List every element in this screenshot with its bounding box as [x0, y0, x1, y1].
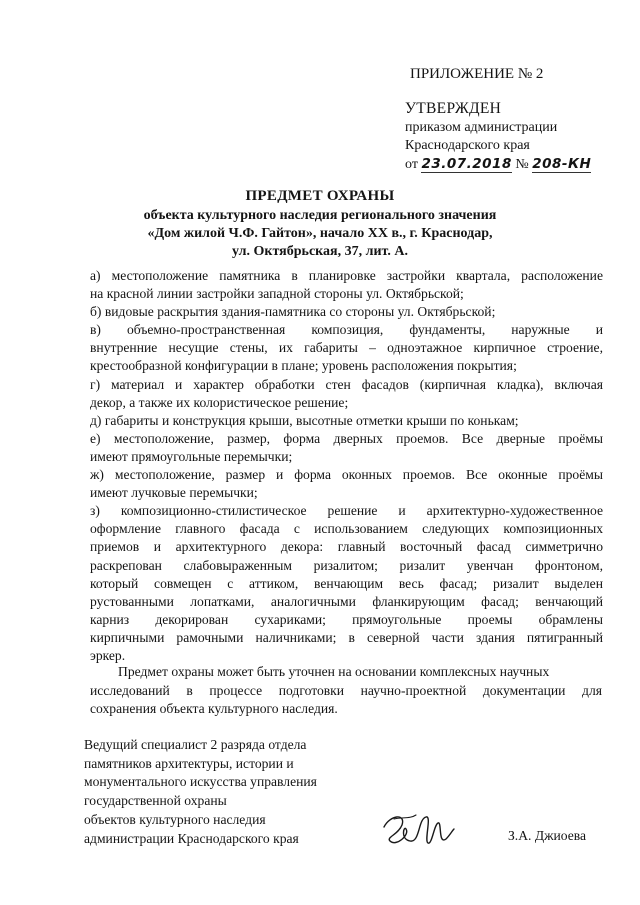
list-line: з) композиционно-стилистическое решение и архитектурно-художественное	[90, 503, 603, 519]
order-line-2: Краснодарского края	[405, 138, 530, 153]
signatory-line: памятников архитектуры, истории и	[84, 755, 294, 771]
list-line: а) местоположение памятника в планировке застройки квартала, расположение	[90, 268, 603, 283]
list-line: оформление главного фасада с использованием следующих композиционных	[90, 521, 603, 537]
signatory-block	[84, 736, 317, 848]
list-line: декор, а также их колористическое решение;	[90, 394, 349, 410]
signatory-line: объектов культурного наследия	[84, 811, 266, 827]
list-line: раскрепован слабовыраженным ризалитом; ризалит увенчан фронтоном,	[90, 557, 603, 573]
list-line: имеют лучковые перемычки;	[90, 485, 258, 501]
signatory-line: Ведущий специалист 2 разряда отдела	[84, 737, 307, 752]
document-title: ПРЕДМЕТ ОХРАНЫ	[245, 188, 395, 204]
signatory-line: государственной охраны	[84, 793, 227, 809]
order-from-label: от	[405, 157, 418, 172]
list-line: который совмещен с аттиком, венчающим весь фасад; ризалит выделен	[90, 575, 603, 591]
closing-paragraph	[90, 663, 602, 719]
list-line: д) габариты и конструкция крыши, высотные отметки крыши по конькам;	[90, 412, 519, 428]
order-number: 208-КН	[532, 156, 592, 172]
list-line: приемов и архитектурного декора: главный восточный фасад симметрично	[90, 539, 603, 555]
list-line: ж) местоположение, размер и форма оконных проемов. Все оконные проёмы	[90, 467, 603, 483]
signatory-name: З.А. Джиоева	[508, 828, 587, 843]
list-line: крестообразной конфигурации в плане; уровень расположения покрытия;	[90, 358, 517, 374]
list-line: в) объемно-пространственная композиция, фундаменты, наружные и	[90, 322, 603, 338]
list-line: е) местоположение, размер, форма дверных проемов. Все дверные проёмы	[90, 430, 603, 446]
list-line: внутренние несущие стены, их габариты – одноэтажное кирпичное строение,	[90, 340, 603, 356]
handwritten-signature	[376, 805, 456, 855]
list-line: кирпичными рамочными наличниками; в северной части здания пятигранный	[90, 629, 603, 645]
list-line: рустованными лопатками, аналогичными фланкирующим фасад; венчающий	[90, 593, 603, 609]
list-line: на красной линии застройки западной стороны ул. Октябрьской;	[90, 286, 464, 302]
order-reference	[405, 156, 591, 173]
document-subtitle-2: «Дом жилой Ч.Ф. Гайтон», начало XX в., г. Краснодар,	[147, 226, 493, 241]
approval-stamp-title: УТВЕРЖДЕН	[405, 100, 502, 117]
list-line: б) видовые раскрытия здания-памятника со стороны ул. Октябрьской;	[90, 304, 496, 320]
order-number-label: №	[515, 157, 529, 172]
order-date: 23.07.2018	[421, 156, 512, 172]
protection-items-list	[90, 267, 603, 665]
signatory-line: администрации Краснодарского края	[84, 830, 299, 846]
closing-line: Предмет охраны может быть уточнен на основании комплексных научных	[118, 664, 550, 679]
document-subtitle-1: объекта культурного наследия регионального значения	[143, 208, 497, 223]
closing-line: исследований в процессе подготовки научно-проектной документации для	[90, 682, 602, 698]
list-line: г) материал и характер обработки стен фасадов (кирпичная кладка), включая	[90, 376, 603, 392]
list-line: эркер.	[90, 647, 126, 663]
list-line: карниз декорирован сухариками; прямоугольные проемы обрамлены	[90, 611, 603, 627]
list-line: имеют прямоугольные перемычки;	[90, 448, 293, 464]
appendix-label: ПРИЛОЖЕНИЕ № 2	[410, 66, 544, 82]
document-subtitle-3: ул. Октябрьская, 37, лит. А.	[232, 244, 408, 259]
closing-line: сохранения объекта культурного наследия.	[90, 701, 338, 717]
signatory-line: монументального искусства управления	[84, 774, 317, 790]
order-line-1: приказом администрации	[405, 120, 558, 135]
